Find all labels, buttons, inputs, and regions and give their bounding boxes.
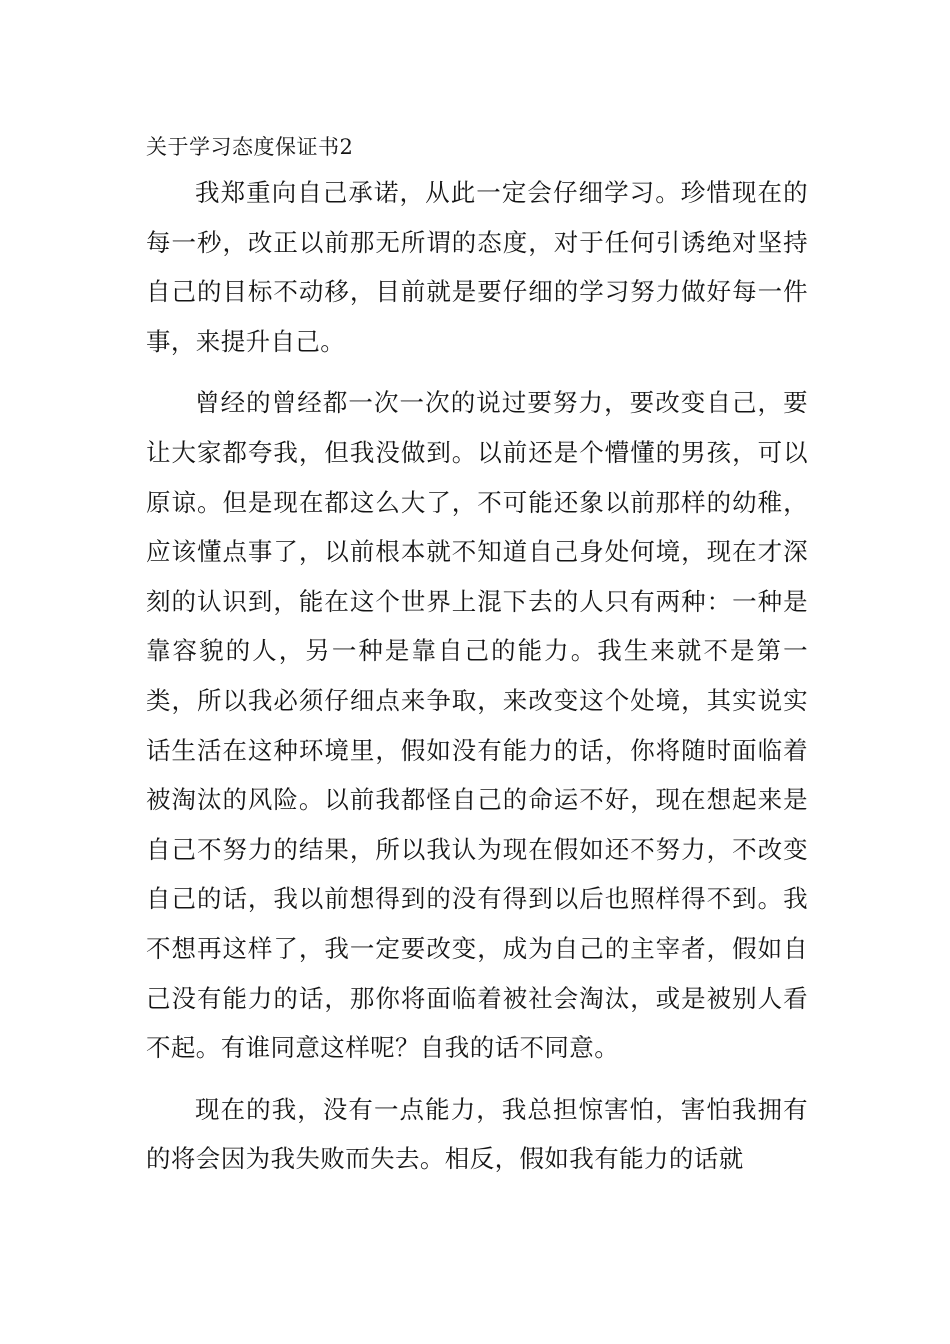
document-page	[146, 130, 808, 1196]
paragraph-1: 我郑重向自己承诺，从此一定会仔细学习。珍惜现在的每一秒，改正以前那无所谓的态度，对于任何引诱绝对坚持自己的目标不动移，目前就是要仔细的学习努力做好每一件事，来提升自己。	[146, 178, 808, 356]
paragraph-3: 现在的我，没有一点能力，我总担惊害怕，害怕我拥有的将会因为我失败而失去。相反，假如我有能力的话就	[146, 1094, 808, 1174]
document-title: 关于学习态度保证书2	[146, 135, 354, 159]
paragraph-2: 曾经的曾经都一次一次的说过要努力，要改变自己，要让大家都夸我，但我没做到。以前还是个懵懂的男孩，可以原谅。但是现在都这么大了，不可能还象以前那样的幼稚，应该懂点事了，以前根本就不知道自己身处何境，现在才深刻的认识到，能在这个世界上混下去的人只有两种：一种是靠容貌的人，另一种是靠自己的能力。我生来就不是第一类，所以我必须仔细点来争取，来改变这个处境，其实说实话生活在这种环境里，假如没有能力的话，你将随时面临着被淘汰的风险。以前我都怪自己的命运不好，现在想起来是自己不努力的结果，所以我认为现在假如还不努力，不改变自己的话，我以前想得到的没有得到以后也照样得不到。我不想再这样了，我一定要改变，成为自己的主宰者，假如自己没有能力的话，那你将面临着被社会淘汰，或是被别人看不起。有谁同意这样呢？自我的话不同意。	[146, 388, 808, 1063]
